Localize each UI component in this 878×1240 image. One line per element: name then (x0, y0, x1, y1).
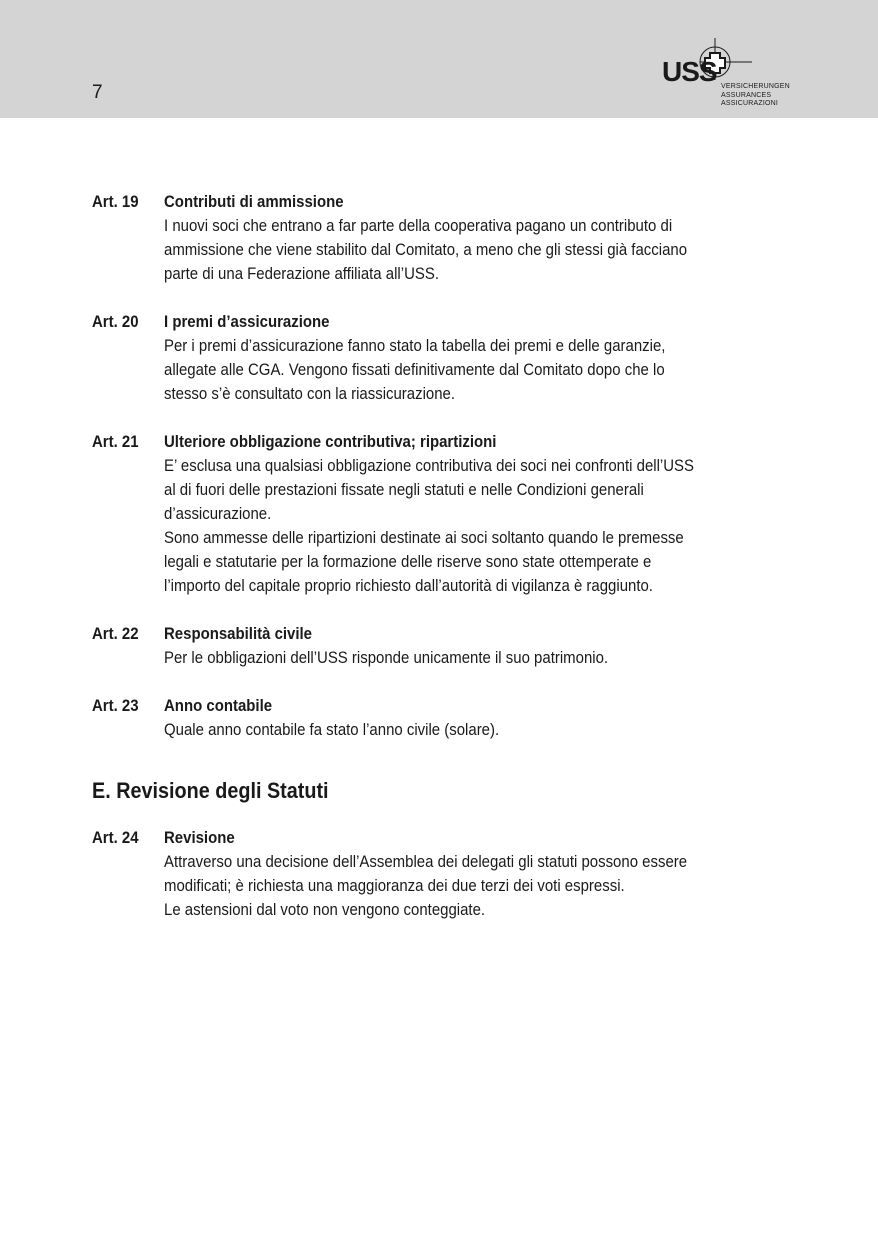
article-text-line: Per i premi d’assicurazione fanno stato la tabella dei premi e delle garanzie, (164, 336, 666, 355)
page-header (0, 0, 878, 118)
article-number: Art. 21 (92, 432, 139, 451)
logo-line: ASSURANCES (721, 91, 772, 99)
article-title: Revisione (164, 828, 235, 847)
article-text-line: legali e statutarie per la formazione delle riserve sono state ottemperate e (164, 552, 652, 571)
article-text-line: al di fuori delle prestazioni fissate negli statuti e nelle Condizioni generali (164, 480, 644, 499)
article-body (164, 826, 792, 922)
uss-logo (660, 36, 810, 112)
article (92, 694, 792, 742)
logo-line: ASSICURAZIONI (721, 100, 779, 107)
article-text-line: allegate alle CGA. Vengono fissati definitivamente dal Comitato dopo che lo (164, 360, 665, 379)
article-text-line: Sono ammesse delle ripartizioni destinate ai soci soltanto quando le premesse (164, 528, 684, 547)
article (92, 430, 792, 598)
article (92, 190, 792, 286)
article-number: Art. 23 (92, 696, 139, 715)
article-text-line: Quale anno contabile fa stato l’anno civile (solare). (164, 720, 500, 739)
document-body (92, 190, 792, 946)
article-title: Responsabilità civile (164, 624, 313, 643)
article-number: Art. 24 (92, 828, 139, 847)
article-number: Art. 20 (92, 312, 139, 331)
article-text-line: Le astensioni dal voto non vengono conteggiate. (164, 900, 486, 919)
section-heading: E. Revisione degli Statuti (92, 778, 329, 803)
article-body (164, 430, 792, 598)
article (92, 310, 792, 406)
article-text-line: ammissione che viene stabilito dal Comitato, a meno che gli stessi già facciano (164, 240, 688, 259)
article-title: Anno contabile (164, 696, 273, 715)
article-text-line: l’importo del capitale proprio richiesto dall’autorità di vigilanza è raggiunto. (164, 576, 653, 595)
logo-wordmark: USS (662, 56, 717, 87)
logo-line: VERSICHERUNGEN (721, 83, 790, 90)
article-text-line: modificati; è richiesta una maggioranza dei due terzi dei voti espressi. (164, 876, 625, 895)
article-title: Contributi di ammissione (164, 192, 344, 211)
article-number: Art. 22 (92, 624, 139, 643)
article-title: I premi d’assicurazione (164, 312, 330, 331)
article (92, 826, 792, 922)
article-text-line: Per le obbligazioni dell’USS risponde unicamente il suo patrimonio. (164, 648, 609, 667)
article-body (164, 310, 792, 406)
article (92, 622, 792, 670)
article-text-line: parte di una Federazione affiliata all’USS. (164, 264, 439, 283)
article-number: Art. 19 (92, 192, 139, 211)
articles-group (92, 190, 792, 742)
page-number: 7 (92, 82, 103, 103)
articles-group (92, 826, 792, 922)
article-text-line: stesso s’è consultato con la riassicurazione. (164, 384, 456, 403)
article-body (164, 190, 792, 286)
article-text-line: E’ esclusa una qualsiasi obbligazione contributiva dei soci nei confronti dell’USS (164, 456, 695, 475)
logo-subtitle (721, 83, 790, 109)
article-text-line: Attraverso una decisione dell’Assemblea dei delegati gli statuti possono essere (164, 852, 688, 871)
article-text-line: I nuovi soci che entrano a far parte della cooperativa pagano un contributo di (164, 216, 673, 235)
article-body (164, 622, 792, 670)
article-body (164, 694, 792, 742)
article-text-line: d’assicurazione. (164, 504, 272, 523)
article-title: Ulteriore obbligazione contributiva; ripartizioni (164, 432, 497, 451)
